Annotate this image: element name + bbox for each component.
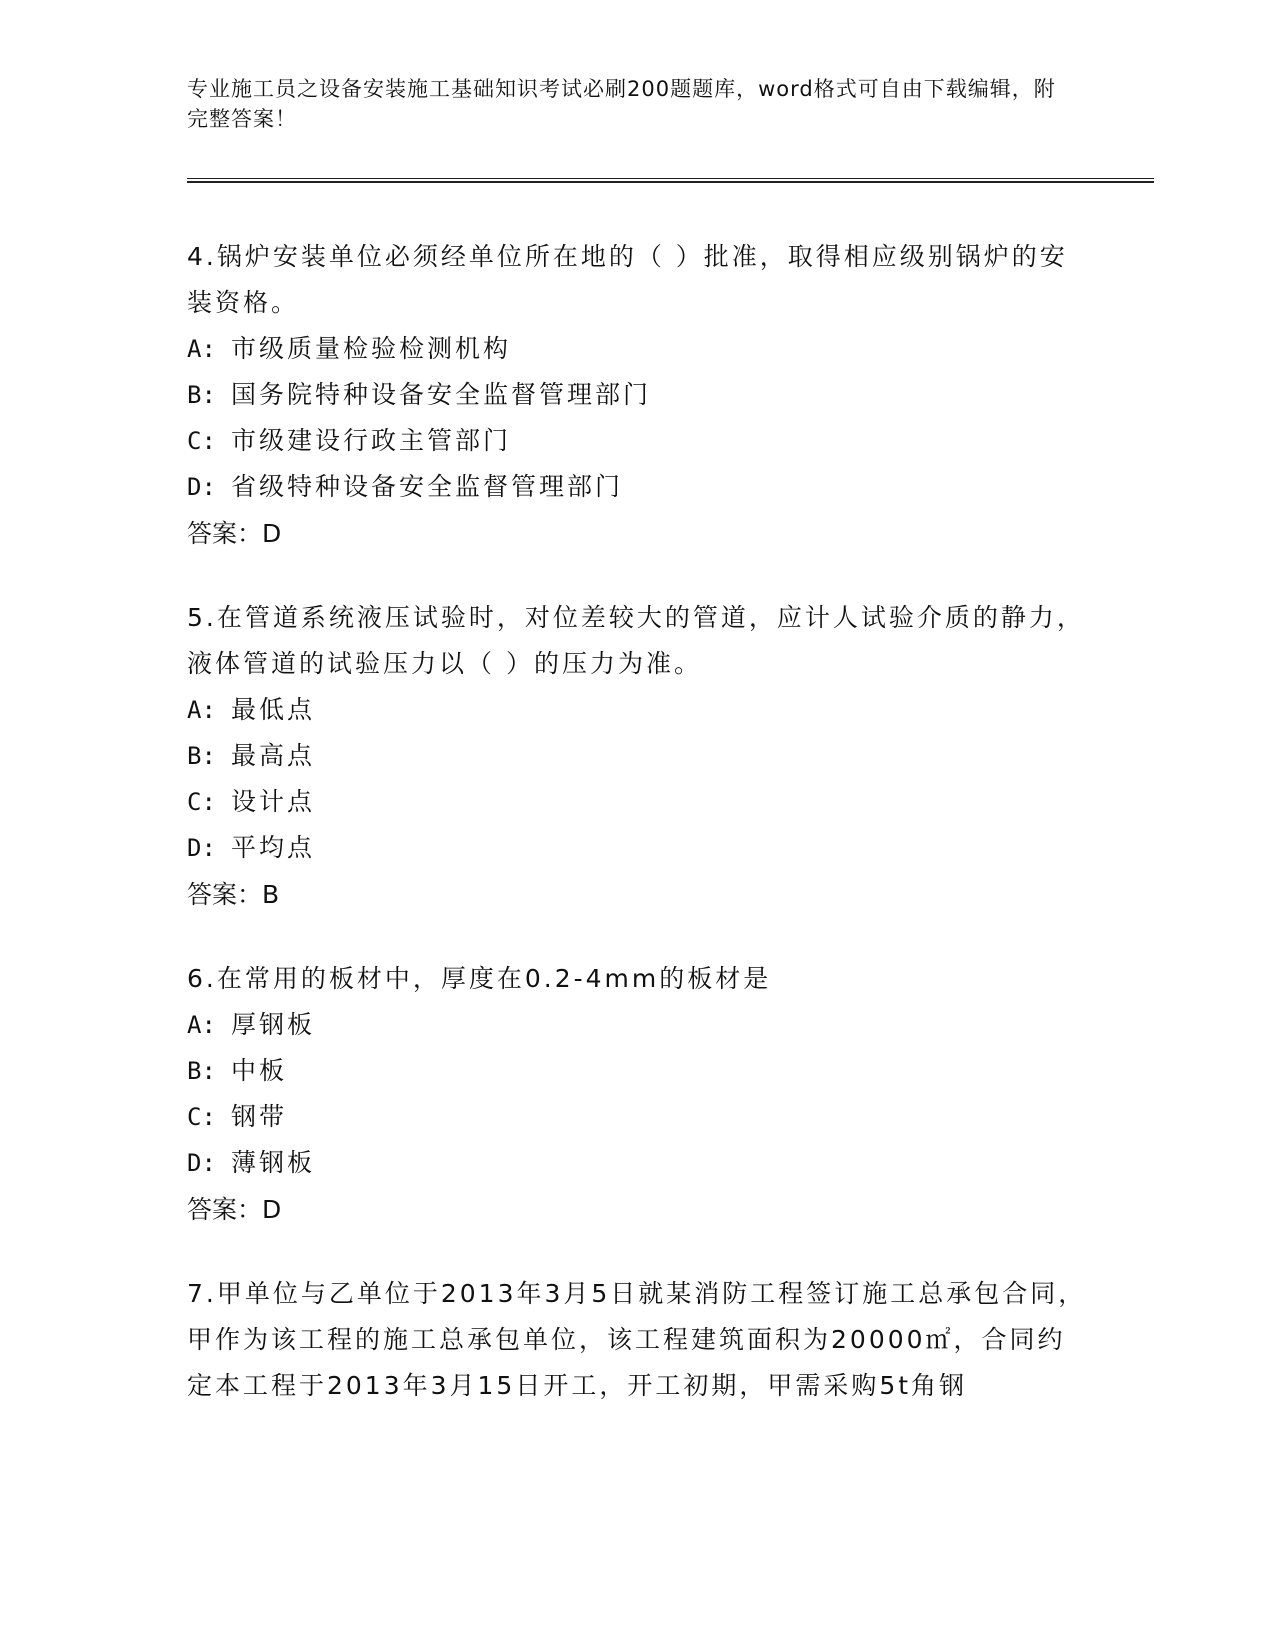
question-text: 5.在管道系统液压试验时，对位差较大的管道，应计人试验介质的静力，液体管道的试验压力以（ ）的压力为准。 <box>187 603 1085 678</box>
option-text: 市级建设行政主管部门 <box>231 426 512 455</box>
answer-value: B <box>262 880 280 909</box>
option-letter: A: <box>187 1011 216 1039</box>
option-letter: D: <box>187 1149 216 1177</box>
option-letter: D: <box>187 834 216 862</box>
question-5 <box>187 595 1087 919</box>
option-letter: A: <box>187 335 216 363</box>
document-header <box>187 74 1067 134</box>
option-text: 厚钢板 <box>231 1010 316 1039</box>
option-text: 国务院特种设备安全监督管理部门 <box>231 380 652 409</box>
answer-line <box>187 1186 1087 1234</box>
option-letter: C: <box>187 1103 216 1131</box>
option-b <box>187 733 1087 779</box>
question-list <box>187 234 1087 1446</box>
answer-line <box>187 510 1087 558</box>
option-letter: C: <box>187 427 216 455</box>
option-d <box>187 825 1087 871</box>
document-title: 专业施工员之设备安装施工基础知识考试必刷200题题库，word格式可自由下载编辑，附完整答案！ <box>187 77 1056 131</box>
answer-value: D <box>262 1195 282 1224</box>
option-d <box>187 464 1087 510</box>
option-b <box>187 1048 1087 1094</box>
question-7 <box>187 1271 1087 1409</box>
option-text: 省级特种设备安全监督管理部门 <box>231 472 624 501</box>
answer-label: 答案： <box>187 519 263 548</box>
question-6 <box>187 956 1087 1234</box>
answer-label: 答案： <box>187 1195 263 1224</box>
option-text: 平均点 <box>231 833 316 862</box>
option-letter: C: <box>187 788 216 816</box>
option-a <box>187 687 1087 733</box>
option-letter: D: <box>187 473 216 501</box>
question-text: 7.甲单位与乙单位于2013年3月5日就某消防工程签订施工总承包合同，甲作为该工程的施工总承包单位，该工程建筑面积为20000㎡，合同约定本工程于2013年3月15日开工，开工初期，甲需采购5t角钢 <box>187 1279 1087 1400</box>
option-text: 最低点 <box>231 695 316 724</box>
answer-label: 答案： <box>187 880 263 909</box>
option-letter: B: <box>187 1057 216 1085</box>
option-text: 市级质量检验检测机构 <box>231 334 512 363</box>
answer-value: D <box>262 519 282 548</box>
option-text: 中板 <box>231 1056 288 1085</box>
option-text: 设计点 <box>231 787 316 816</box>
option-c <box>187 779 1087 825</box>
option-text: 钢带 <box>231 1102 288 1131</box>
option-b <box>187 372 1087 418</box>
header-divider-thick <box>187 181 1154 183</box>
option-text: 薄钢板 <box>231 1148 316 1177</box>
option-letter: B: <box>187 381 216 409</box>
option-letter: A: <box>187 696 216 724</box>
option-c <box>187 1094 1087 1140</box>
question-text: 4.锅炉安装单位必须经单位所在地的（ ）批准，取得相应级别锅炉的安装资格。 <box>187 242 1068 317</box>
option-a <box>187 1002 1087 1048</box>
option-a <box>187 326 1087 372</box>
option-d <box>187 1140 1087 1186</box>
question-text: 6.在常用的板材中，厚度在0.2-4mm的板材是 <box>187 964 772 993</box>
option-letter: B: <box>187 742 216 770</box>
header-divider-thin <box>187 178 1154 179</box>
option-text: 最高点 <box>231 741 316 770</box>
option-c <box>187 418 1087 464</box>
answer-line <box>187 871 1087 919</box>
question-4 <box>187 234 1087 558</box>
